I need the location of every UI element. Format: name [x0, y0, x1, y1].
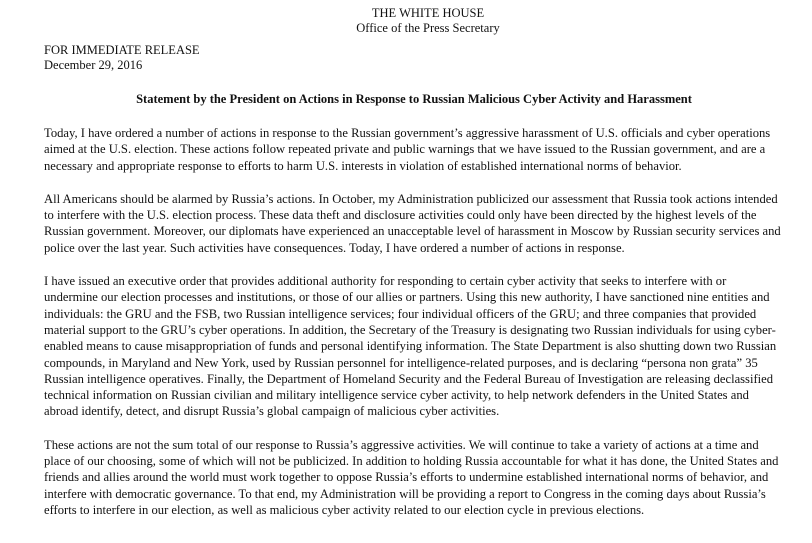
- paragraph-1: Today, I have ordered a number of actions in response to the Russian government’s aggressive harassment of U.S. officials and cyber operations aimed at the U.S. election. These actions follow repeated private and public warnings that we have issued to the Russian government, and are a necessary and appropriate response to efforts to harm U.S. interests in violation of established international norms of behavior.: [44, 126, 771, 173]
- letterhead: [44, 0, 782, 36]
- statement-title: Statement by the President on Actions in Response to Russian Malicious Cyber Activity and Harassment: [136, 92, 692, 106]
- org-name: THE WHITE HOUSE: [371, 6, 485, 20]
- release-date: December 29, 2016: [44, 58, 143, 72]
- paragraph-2: All Americans should be alarmed by Russia’s actions. In October, my Administration publicized our assessment that Russia took actions intended to interfere with the U.S. election process. These data theft and disclosure activities could only have been directed by the highest levels of the Russian government. Moreover, our diplomats have experienced an unacceptable level of harassment in Moscow by Russian security services and police over the last year. Such activities have consequences. Today, I have ordered a number of actions in response.: [44, 191, 781, 255]
- release-info: [44, 43, 782, 73]
- release-label: FOR IMMEDIATE RELEASE: [44, 43, 200, 57]
- paragraph-4: These actions are not the sum total of our response to Russia’s aggressive activities. We will continue to take a variety of actions at a time and place of our choosing, some of which will not be publicized. In addition to holding Russia accountable for what it has done, the United States and friends and allies around the world must work together to oppose Russia’s efforts to undermine established international norms of behavior, and interfere with democratic governance. To that end, my Administration will be providing a report to Congress in the coming days about Russia’s efforts to interfere in our election, as well as malicious cyber activity related to our election cycle in previous elections.: [44, 437, 779, 517]
- paragraph-3: I have issued an executive order that provides additional authority for responding to certain cyber activity that seeks to interfere with or undermine our election processes and institutions, or those of our allies or partners. Using this new authority, I have sanctioned nine entities and individuals: the GRU and the FSB, two Russian intelligence services; four individual officers of the GRU; and three companies that provided material support to the GRU’s cyber operations. In addition, the Secretary of the Treasury is designating two Russian individuals for using cyber-enabled means to cause misappropriation of funds and personal identifying information. The State Department is also shutting down two Russian compounds, in Maryland and New York, used by Russian personnel for intelligence-related purposes, and is declaring “persona non grata” 35 Russian intelligence operatives. Finally, the Department of Homeland Security and the Federal Bureau of Investigation are releasing declassified technical information on Russian civilian and military intelligence service cyber activity, to help network defenders in the United States and abroad identify, detect, and disrupt Russia’s global campaign of malicious cyber activities.: [44, 274, 777, 419]
- office-name: Office of the Press Secretary: [356, 21, 500, 35]
